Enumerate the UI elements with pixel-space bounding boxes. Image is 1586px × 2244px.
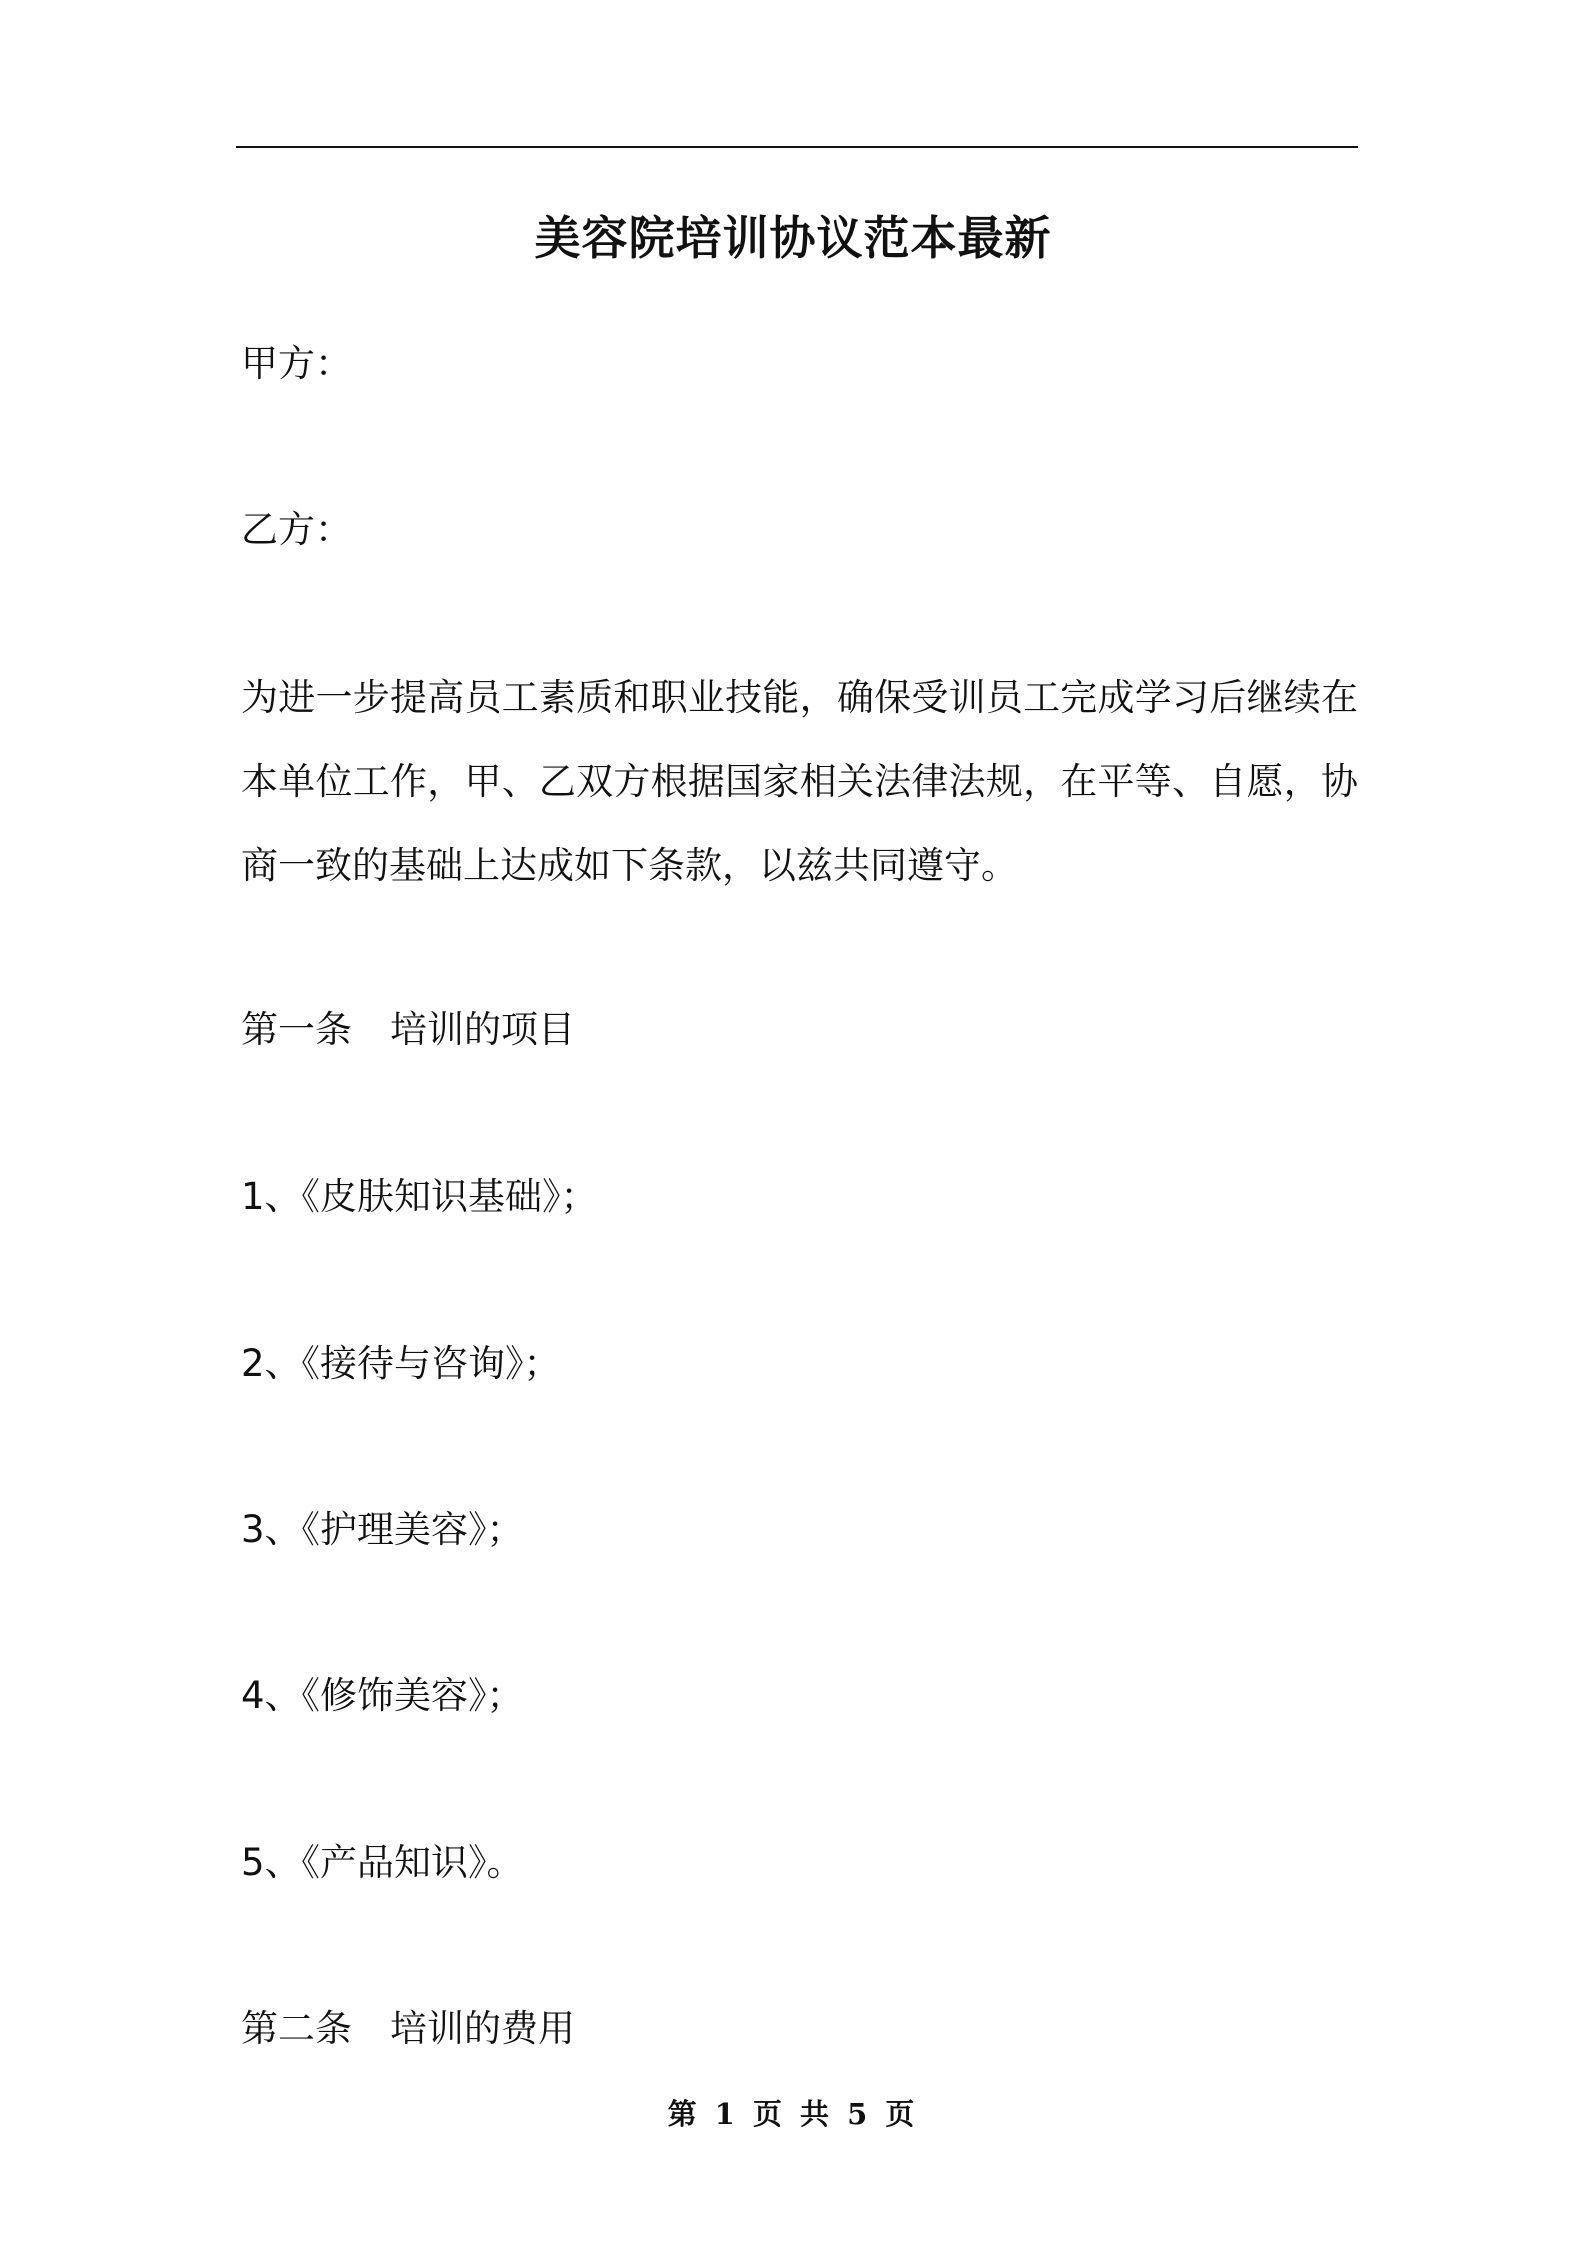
preamble-line: 商一致的基础上达成如下条款，以兹共同遵守。 — [241, 844, 1018, 887]
preamble-paragraph — [241, 656, 1358, 908]
article-number: 第一条 — [241, 1008, 352, 1051]
list-item: 5、《产品知识》。 — [241, 1841, 524, 1884]
party-a-label: 甲方： — [241, 342, 352, 385]
article-1-heading — [241, 1004, 1358, 1056]
page-number-footer: 第 1 页 共 5 页 — [667, 2097, 919, 2131]
article-title: 培训的费用 — [390, 2007, 575, 2050]
article-title: 培训的项目 — [390, 1008, 575, 1051]
article-number: 第二条 — [241, 2007, 352, 2050]
list-item: 2、《接待与咨询》； — [241, 1342, 561, 1385]
preamble-line: 本单位工作，甲、乙双方根据国家相关法律法规，在平等、自愿，协 — [241, 760, 1358, 803]
article-2-heading — [241, 2003, 1358, 2055]
preamble-line: 为进一步提高员工素质和职业技能，确保受训员工完成学习后继续在 — [241, 676, 1358, 719]
list-item: 3、《护理美容》； — [241, 1508, 524, 1551]
document-title: 美容院培训协议范本最新 — [534, 211, 1052, 265]
header-rule — [236, 146, 1358, 148]
party-b-label: 乙方： — [241, 508, 352, 551]
list-item: 4、《修饰美容》； — [241, 1674, 524, 1717]
list-item: 1、《皮肤知识基础》； — [241, 1175, 598, 1218]
